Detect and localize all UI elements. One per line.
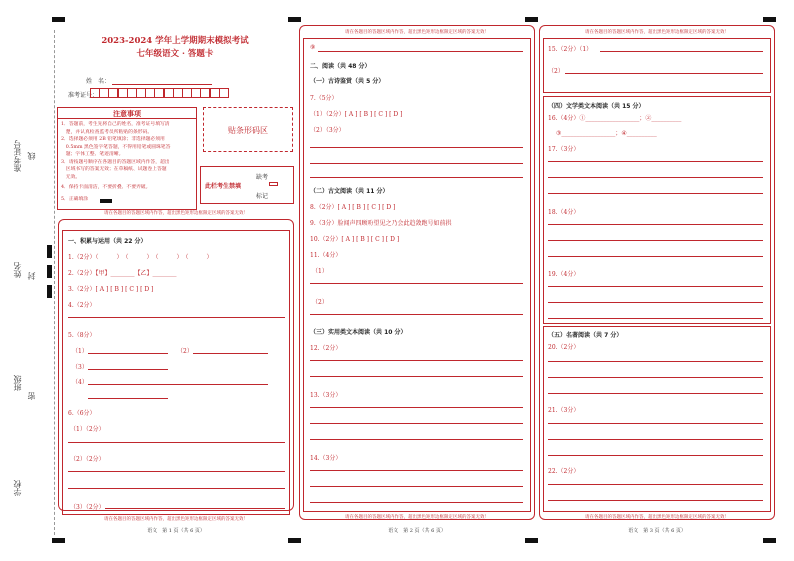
side-label-id: 准考证号: [13, 140, 22, 172]
registration-mark: [763, 538, 776, 543]
answer-line[interactable]: [310, 407, 523, 408]
absent-text-1: 缺考: [256, 174, 269, 181]
side-label-school: 学校: [13, 480, 22, 496]
answer-line[interactable]: [318, 51, 523, 52]
bottom-notice-1: 请在各题目的答题区域内作答，超出黑色矩形边框限定区域的答案无效！: [104, 517, 248, 522]
answer-line[interactable]: [548, 302, 763, 303]
answer-line[interactable]: [565, 73, 763, 74]
page-title: 2023-2024 学年上学期期末模拟考试: [101, 36, 249, 46]
registration-mark: [52, 538, 65, 543]
answer-line[interactable]: [88, 398, 168, 399]
answer-line[interactable]: [548, 318, 763, 319]
notes-divider: [57, 118, 197, 119]
answer-line[interactable]: [548, 286, 763, 287]
absent-text-2: 标记: [256, 193, 269, 200]
sub-heading-poem: （一）古诗鉴赏（共 5 分）: [310, 78, 385, 85]
q21: 21.（3分）: [548, 407, 580, 414]
binding-line: [54, 30, 55, 535]
side-label-secret: 密: [27, 392, 36, 400]
q8: 8.（2分）[ A ] [ B ] [ C ] [ D ]: [310, 204, 396, 211]
q15: 15.（2分）（1）: [548, 46, 593, 53]
answer-line[interactable]: [88, 384, 268, 385]
q11-1: （1）: [312, 268, 328, 275]
q6-1: （1）（2分）: [70, 426, 105, 433]
answer-line[interactable]: [548, 455, 763, 456]
note-line: 楚，并认真检查监考员所粘贴的条形码。: [61, 129, 153, 135]
answer-line[interactable]: [105, 508, 285, 509]
answer-line[interactable]: [548, 177, 763, 178]
page-footer-2: 语文 第 2 页（共 6 页）: [388, 528, 446, 534]
note-line: 4．保持卡面清洁，不要折叠、不要弄破。: [61, 185, 151, 190]
answer-line[interactable]: [548, 439, 763, 440]
q10: 10.（2分）[ A ] [ B ] [ C ] [ D ]: [310, 236, 400, 243]
note-line: 2．选择题必须用 2B 铅笔填涂；非选择题必须用: [61, 137, 165, 142]
answer-line[interactable]: [310, 360, 523, 361]
answer-line[interactable]: [548, 484, 763, 485]
q16: 16.（4分）①__________________；②__________: [548, 115, 682, 122]
q13: 13.（3分）: [310, 392, 342, 399]
page-subtitle: 七年级语文 · 答题卡: [136, 49, 214, 59]
sub-heading-classics: （五）名著阅读（共 7 分）: [548, 332, 623, 339]
name-label: 姓 名：: [86, 78, 111, 85]
answer-line[interactable]: [600, 51, 763, 52]
absent-label: 此栏考生禁填: [205, 183, 242, 190]
note-line: 0.5mm 黑色签字笔答题，不得用铅笔或圆珠笔答: [61, 144, 171, 150]
answer-line[interactable]: [88, 353, 168, 354]
answer-line[interactable]: [548, 256, 763, 257]
page-footer-1: 语文 第 1 页（共 6 页）: [147, 528, 205, 534]
answer-line[interactable]: [310, 314, 523, 315]
top-notice-2: 请在各题目的答题区域内作答，超出黑色矩形边框限定区域的答案无效！: [345, 30, 489, 35]
note-line: 无效。: [61, 174, 81, 180]
q22: 22.（2分）: [548, 468, 580, 475]
bottom-notice-3: 请在各题目的答题区域内作答，超出黑色矩形边框限定区域的答案无效！: [585, 515, 729, 520]
q9: 9.（3分）脸闻声四顾吩望见之乃会此趋敛跑号如前拱: [310, 220, 452, 227]
id-grid[interactable]: [90, 88, 228, 100]
section-heading-2: 二、阅读（共 48 分）: [310, 63, 371, 70]
note-line: 区域书写的答案无效；在草稿纸、试题卷上答题: [61, 167, 167, 172]
answer-line[interactable]: [548, 500, 763, 501]
registration-mark: [525, 17, 538, 22]
q5-2: （2）: [177, 348, 193, 355]
q3: 3.（2分）[ A ] [ B ] [ C ] [ D ]: [68, 286, 154, 293]
note-line: 题；字体工整、笔迹清晰。: [61, 152, 124, 157]
answer-line[interactable]: [548, 240, 763, 241]
q5: 5.（8分）: [68, 332, 96, 339]
sub-heading-classical: （二）古文阅读（共 11 分）: [310, 188, 389, 195]
registration-mark: [525, 538, 538, 543]
sub-heading-literary: （四）文学类文本阅读（共 15 分）: [548, 103, 645, 110]
q14: 14.（3分）: [310, 455, 342, 462]
q6-3: （3）（2分）: [70, 504, 105, 511]
note-line: 1．答题前，考生先将自己的姓名，准考证号填写清: [61, 122, 170, 127]
answer-line[interactable]: [68, 488, 285, 489]
q11-2: （2）: [312, 299, 328, 306]
registration-mark: [47, 265, 52, 278]
q16-2: ③__________________；④__________: [556, 130, 657, 137]
answer-line[interactable]: [310, 423, 523, 424]
q-top-item: ⑨: [310, 44, 316, 51]
q5-3: （3）: [72, 364, 88, 371]
registration-mark: [52, 17, 65, 22]
q17: 17.（3分）: [548, 146, 580, 153]
answer-line[interactable]: [310, 502, 523, 503]
side-label-name: 姓名: [13, 262, 22, 278]
q5-4: （4）: [72, 379, 88, 386]
answer-line[interactable]: [548, 224, 763, 225]
answer-line[interactable]: [310, 439, 523, 440]
answer-line[interactable]: [68, 442, 285, 443]
answer-line[interactable]: [88, 369, 168, 370]
side-label-line: 线: [27, 152, 36, 160]
registration-mark: [763, 17, 776, 22]
note-line: 5．正确填涂: [61, 197, 89, 202]
section-heading-1: 一、积累与运用（共 22 分）: [68, 238, 147, 245]
notes-heading: 注意事项: [113, 109, 141, 118]
bottom-notice-2: 请在各题目的答题区域内作答，超出黑色矩形边框限定区域的答案无效！: [345, 515, 489, 520]
answer-line[interactable]: [548, 393, 763, 394]
answer-line[interactable]: [310, 470, 523, 471]
absent-checkbox[interactable]: [269, 182, 278, 186]
top-notice-1: 请在各题目的答题区域内作答，超出黑色矩形边框限定区域的答案无效！: [104, 211, 248, 216]
sub-heading-practical: （三）实用类文本阅读（共 10 分）: [310, 329, 407, 336]
q1: 1.（2分）（ ） （ ） （ ） （ ）: [68, 254, 213, 261]
registration-mark: [288, 538, 301, 543]
answer-line[interactable]: [193, 353, 268, 354]
answer-line[interactable]: [548, 361, 763, 362]
answer-line[interactable]: [310, 486, 523, 487]
registration-mark: [47, 285, 52, 298]
id-label: 准考证号：: [68, 92, 99, 99]
q19: 19.（4分）: [548, 271, 580, 278]
q2: 2.（2分）【甲】________【乙】________: [68, 270, 177, 277]
q18: 18.（4分）: [548, 209, 580, 216]
q7-1: （1）（2分）[ A ] [ B ] [ C ] [ D ]: [310, 111, 403, 118]
q15-2: （2）: [548, 68, 564, 75]
answer-line[interactable]: [310, 147, 523, 148]
q6: 6.（6分）: [68, 410, 96, 417]
top-notice-3: 请在各题目的答题区域内作答，超出黑色矩形边框限定区域的答案无效！: [585, 30, 729, 35]
answer-line[interactable]: [310, 163, 523, 164]
answer-line[interactable]: [548, 193, 763, 194]
registration-mark: [47, 245, 52, 258]
answer-line[interactable]: [548, 161, 763, 162]
q4: 4.（2分）: [68, 302, 96, 309]
q7-2: （2）（3分）: [310, 127, 345, 134]
q5-1: （1）: [72, 348, 88, 355]
registration-mark: [288, 17, 301, 22]
q11: 11.（4分）: [310, 252, 342, 259]
side-label-class: 班级: [13, 375, 22, 391]
barcode-label: 贴条形码区: [228, 126, 268, 135]
q7: 7.（5分）: [310, 95, 338, 102]
answer-line[interactable]: [310, 177, 523, 178]
name-field[interactable]: [112, 84, 212, 85]
answer-line[interactable]: [548, 377, 763, 378]
answer-line[interactable]: [310, 376, 523, 377]
answer-line[interactable]: [68, 317, 285, 318]
q6-2: （2）（2分）: [70, 456, 105, 463]
note-line: 3．请按题号顺序在各题目的答题区域内作答，超出: [61, 159, 170, 165]
side-label-seal: 封: [27, 272, 36, 280]
answer-line[interactable]: [68, 471, 285, 472]
q20: 20.（2分）: [548, 344, 580, 351]
answer-line[interactable]: [548, 423, 763, 424]
q12: 12.（2分）: [310, 345, 342, 352]
page-footer-3: 语文 第 3 页（共 6 页）: [628, 528, 686, 534]
answer-line[interactable]: [310, 283, 523, 284]
filled-sample-mark: [100, 199, 112, 203]
